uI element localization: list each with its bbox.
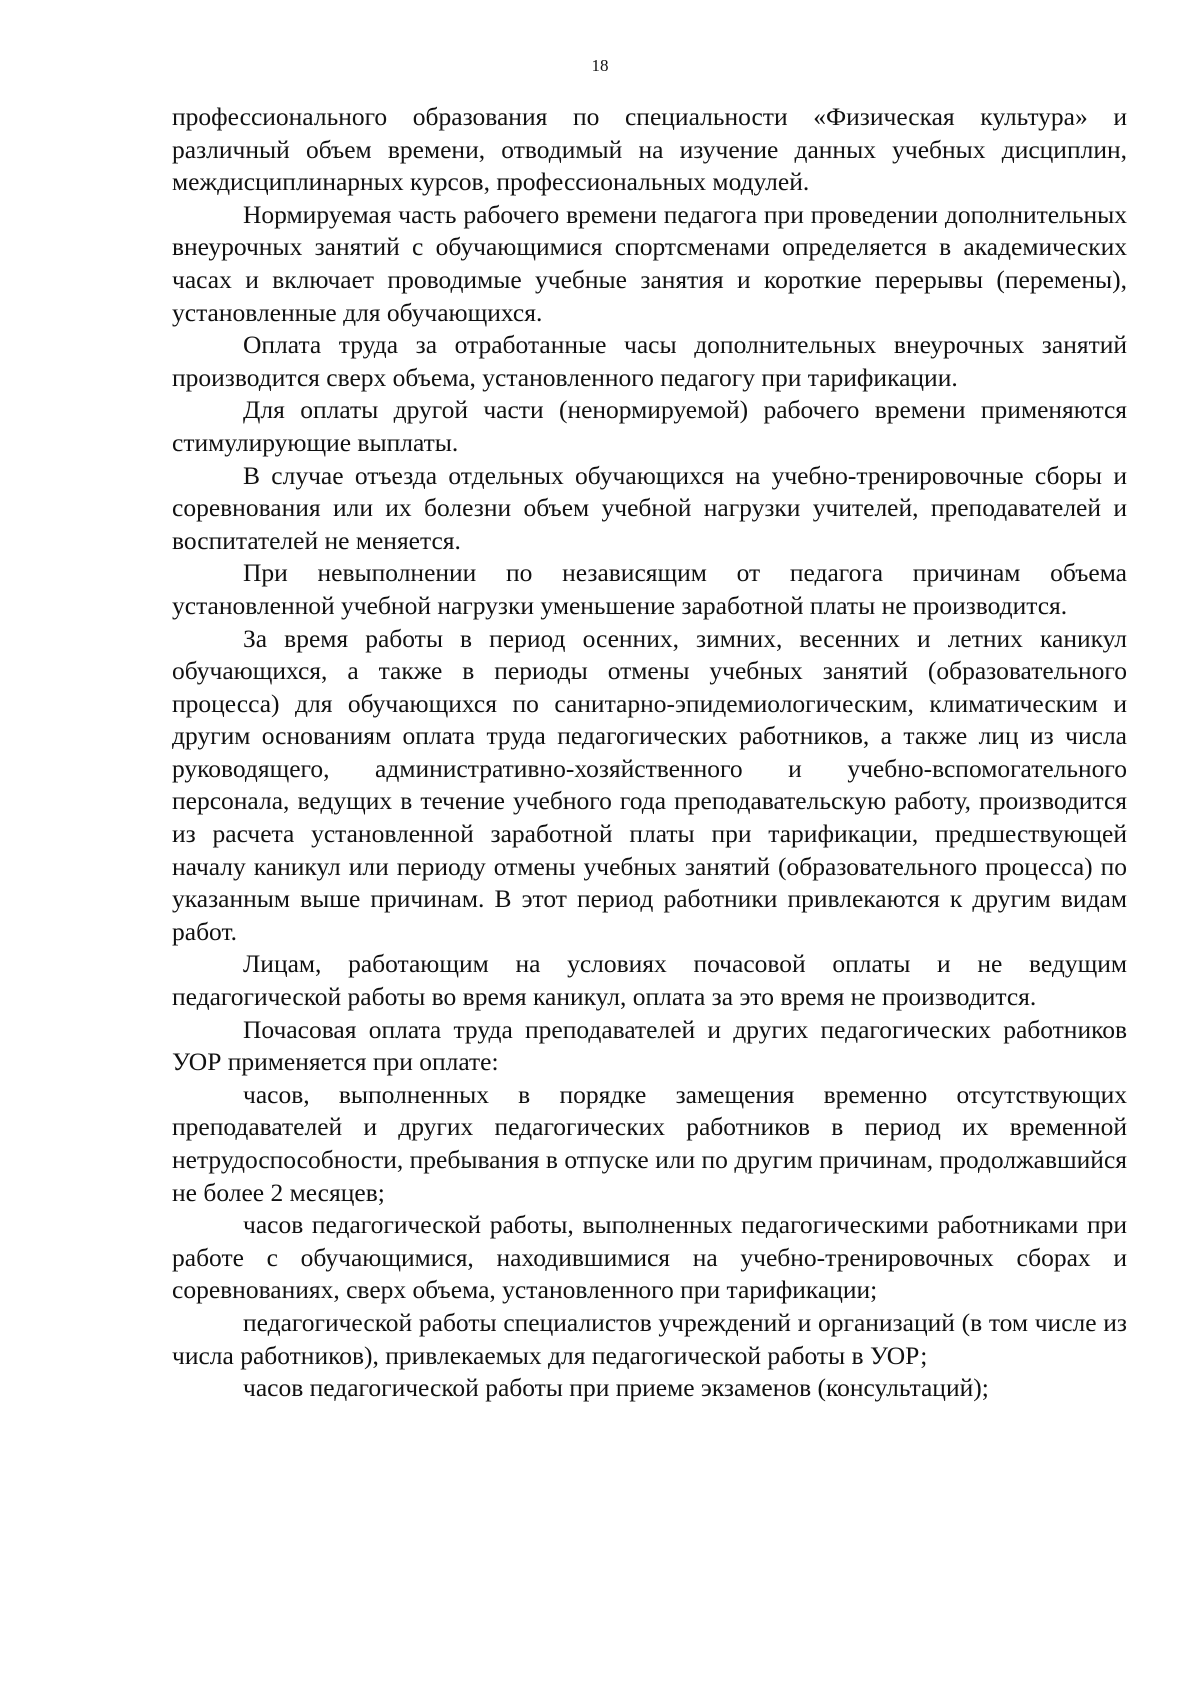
paragraph: Лицам, работающим на условиях почасовой оплаты и не ведущим педагогической работы во время каникул, оплата за это время не производится. bbox=[172, 949, 1127, 1012]
list-item-paragraph: педагогической работы специалистов учреждений и организаций (в том числе из числа работников), привлекаемых для педагогической работы в УОР; bbox=[172, 1307, 1127, 1370]
page-number: 18 bbox=[591, 56, 609, 75]
list-item-paragraph: часов педагогической работы при приеме экзаменов (консультаций); bbox=[243, 1373, 989, 1403]
paragraph: Почасовая оплата труда преподавателей и других педагогических работников УОР применяется при оплате: bbox=[172, 1014, 1127, 1077]
list-item-paragraph: часов, выполненных в порядке замещения временно отсутствующих преподавателей и других педагогических работников в период их временной нетрудоспособности, пребывания в отпуске или по другим причинам, продолжавшийся не более 2 месяцев; bbox=[172, 1079, 1127, 1207]
paragraph: Для оплаты другой части (ненормируемой) рабочего времени применяются стимулирующие выплаты. bbox=[172, 395, 1127, 457]
paragraph: При невыполнении по независящим от педагога причинам объема установленной учебной нагрузки уменьшение заработной платы не производится. bbox=[172, 558, 1127, 620]
document-body bbox=[172, 101, 1127, 1405]
paragraph: Нормируемая часть рабочего времени педагога при проведении дополнительных внеурочных занятий с обучающимися спортсменами определяется в академических часах и включает проводимые учебные занятия и короткие перерывы (перемены), установленные для обучающихся. bbox=[172, 199, 1127, 327]
paragraph: За время работы в период осенних, зимних, весенних и летних каникул обучающихся, а также в периоды отмены учебных занятий (образовательного процесса) для обучающихся по санитарно-эпидемиологическим, климатическим и другим основаниям оплата труда педагогических работников, а также лиц из числа руководящего, административно-хозяйственного и учебно-вспомогательного персонала, ведущих в течение учебного года преподавательскую работу, производится из расчета установленной заработной платы при тарификации, предшествующей началу каникул или периоду отмены учебных занятий (образовательного процесса) по указанным выше причинам. В этот период работники привлекаются к другим видам работ. bbox=[172, 623, 1127, 946]
paragraph: профессионального образования по специальности «Физическая культура» и различный объем времени, отводимый на изучение данных учебных дисциплин, междисциплинарных курсов, профессиональных модулей. bbox=[172, 102, 1127, 197]
paragraph: Оплата труда за отработанные часы дополнительных внеурочных занятий производится сверх объема, установленного педагогу при тарификации. bbox=[172, 330, 1127, 392]
list-item-paragraph: часов педагогической работы, выполненных педагогическими работниками при работе с обучающимися, находившимися на учебно-тренировочных сборах и соревнованиях, сверх объема, установленного при тарификации; bbox=[172, 1210, 1127, 1305]
paragraph: В случае отъезда отдельных обучающихся на учебно-тренировочные сборы и соревнования или их болезни объем учебной нагрузки учителей, преподавателей и воспитателей не меняется. bbox=[172, 460, 1127, 555]
